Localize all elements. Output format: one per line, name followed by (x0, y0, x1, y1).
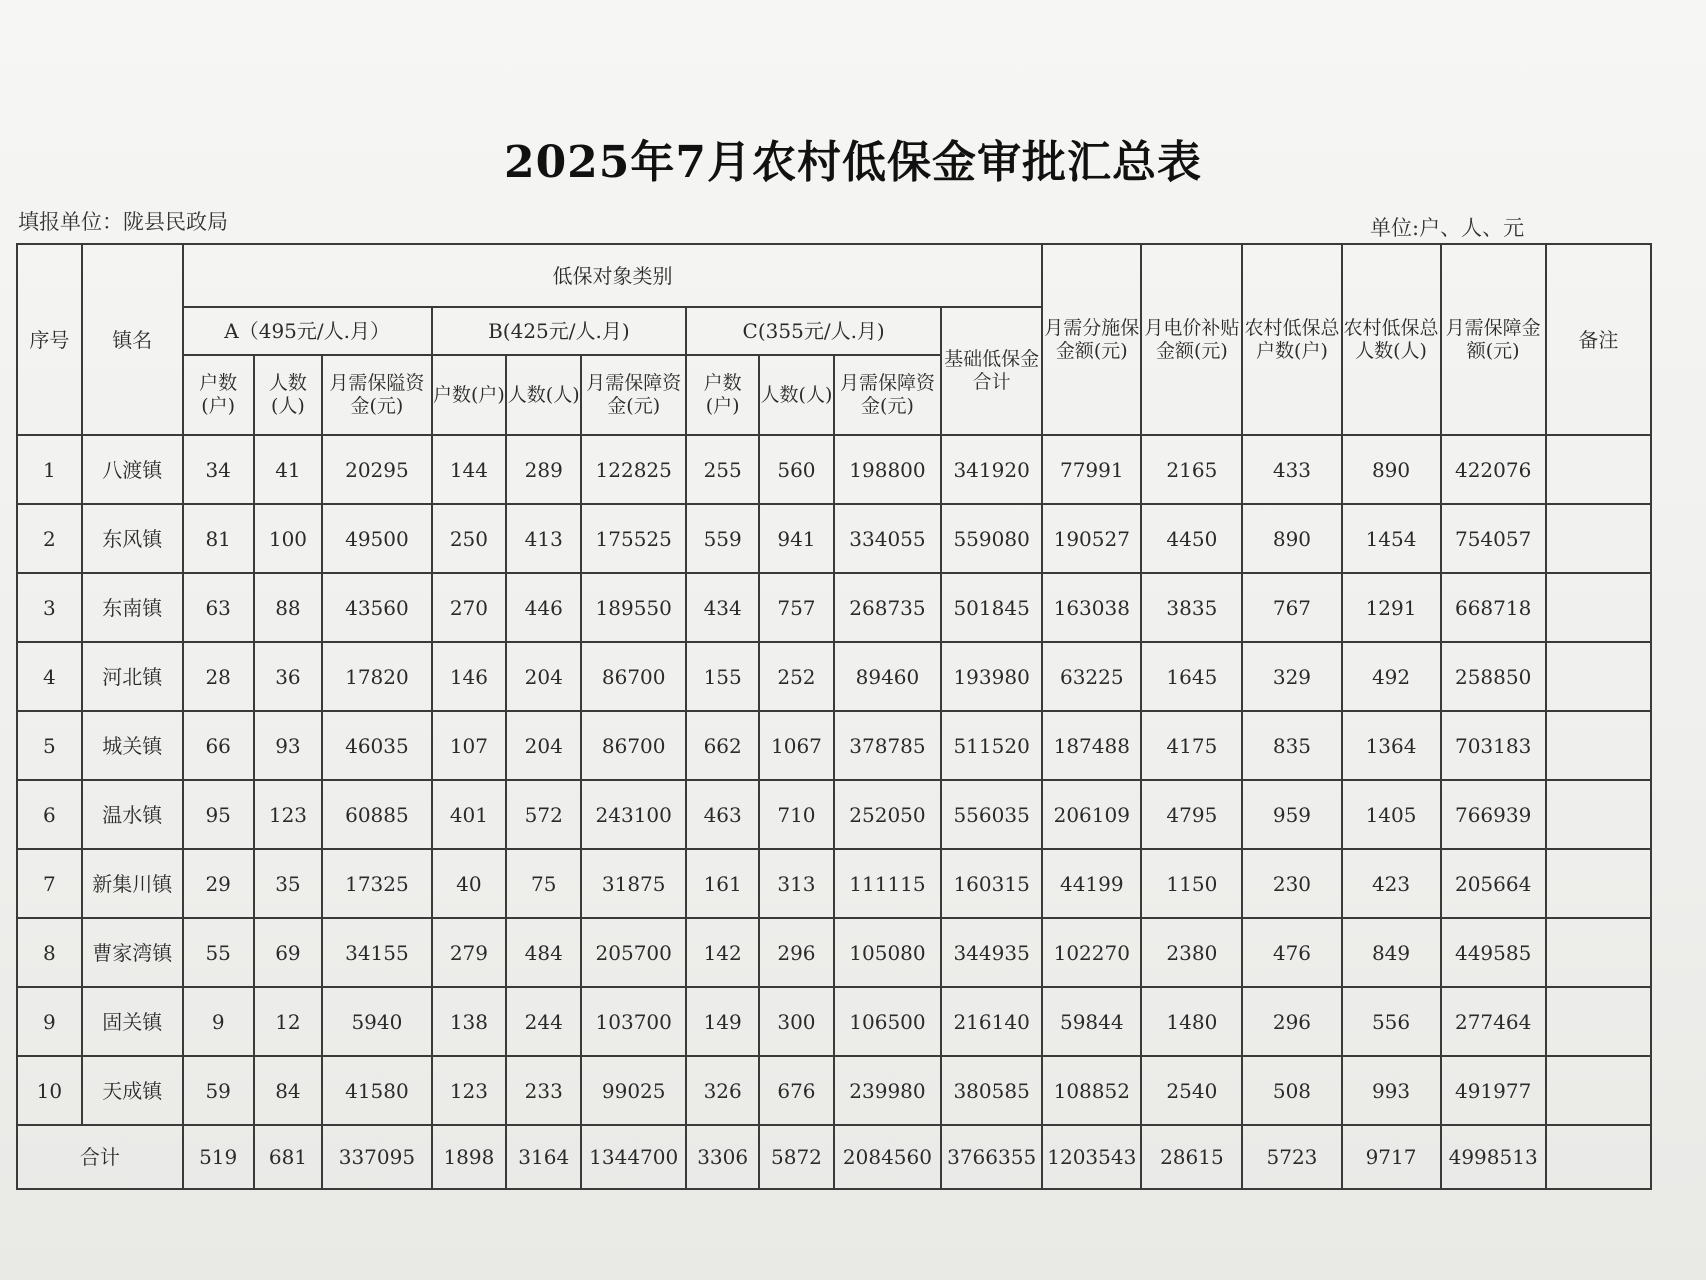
fill-unit-label: 填报单位：陇县民政局 (18, 210, 228, 234)
cell-classified: 102270 (1042, 918, 1141, 987)
header-a-persons: 人数(人) (254, 355, 323, 435)
total-b-hh: 1898 (432, 1125, 507, 1189)
cell-b-amt: 175525 (581, 504, 686, 573)
header-classified: 月需分施保金额(元) (1042, 244, 1141, 435)
cell-total-p: 492 (1342, 642, 1441, 711)
header-town: 镇名 (82, 244, 183, 435)
cell-classified: 187488 (1042, 711, 1141, 780)
cell-b-p: 75 (506, 849, 581, 918)
cell-electric: 1645 (1141, 642, 1242, 711)
cell-c-p: 710 (759, 780, 834, 849)
cell-c-p: 676 (759, 1056, 834, 1125)
cell-remark (1546, 435, 1651, 504)
cell-c-amt: 198800 (834, 435, 941, 504)
cell-seq: 10 (17, 1056, 82, 1125)
header-c-persons: 人数(人) (759, 355, 834, 435)
cell-classified: 44199 (1042, 849, 1141, 918)
table-row (17, 573, 1651, 642)
cell-b-amt: 243100 (581, 780, 686, 849)
cell-b-hh: 40 (432, 849, 507, 918)
table-row (17, 918, 1651, 987)
table-row (17, 642, 1651, 711)
cell-town: 河北镇 (82, 642, 183, 711)
cell-b-amt: 103700 (581, 987, 686, 1056)
total-electric: 28615 (1141, 1125, 1242, 1189)
cell-b-amt: 86700 (581, 711, 686, 780)
total-classified: 1203543 (1042, 1125, 1141, 1189)
cell-b-amt: 31875 (581, 849, 686, 918)
cell-seq: 1 (17, 435, 82, 504)
cell-a-p: 100 (254, 504, 323, 573)
cell-total-p: 423 (1342, 849, 1441, 918)
cell-a-p: 41 (254, 435, 323, 504)
cell-a-amt: 5940 (322, 987, 431, 1056)
cell-seq: 4 (17, 642, 82, 711)
cell-remark (1546, 918, 1651, 987)
cell-a-hh: 95 (183, 780, 254, 849)
cell-town: 八渡镇 (82, 435, 183, 504)
total-a-hh: 519 (183, 1125, 254, 1189)
cell-a-hh: 28 (183, 642, 254, 711)
cell-total-p: 1291 (1342, 573, 1441, 642)
cell-c-amt: 106500 (834, 987, 941, 1056)
cell-total-amt: 205664 (1441, 849, 1546, 918)
cell-a-amt: 17820 (322, 642, 431, 711)
cell-a-amt: 46035 (322, 711, 431, 780)
header-group-c: C(355元/人.月) (686, 307, 941, 355)
cell-basic: 216140 (941, 987, 1042, 1056)
cell-total-hh: 433 (1242, 435, 1341, 504)
cell-total-p: 1364 (1342, 711, 1441, 780)
cell-classified: 77991 (1042, 435, 1141, 504)
cell-classified: 206109 (1042, 780, 1141, 849)
total-a-amt: 337095 (322, 1125, 431, 1189)
cell-c-amt: 89460 (834, 642, 941, 711)
cell-c-hh: 662 (686, 711, 759, 780)
cell-a-hh: 63 (183, 573, 254, 642)
header-category: 低保对象类别 (183, 244, 1042, 307)
cell-seq: 2 (17, 504, 82, 573)
cell-basic: 380585 (941, 1056, 1042, 1125)
cell-remark (1546, 849, 1651, 918)
cell-total-p: 1405 (1342, 780, 1441, 849)
cell-c-hh: 326 (686, 1056, 759, 1125)
cell-total-p: 890 (1342, 435, 1441, 504)
cell-b-hh: 123 (432, 1056, 507, 1125)
cell-c-hh: 559 (686, 504, 759, 573)
cell-c-amt: 334055 (834, 504, 941, 573)
table-row (17, 504, 1651, 573)
total-b-amt: 1344700 (581, 1125, 686, 1189)
cell-c-p: 757 (759, 573, 834, 642)
cell-b-p: 204 (506, 711, 581, 780)
cell-b-p: 233 (506, 1056, 581, 1125)
cell-total-amt: 258850 (1441, 642, 1546, 711)
cell-b-amt: 205700 (581, 918, 686, 987)
cell-total-hh: 835 (1242, 711, 1341, 780)
cell-a-p: 36 (254, 642, 323, 711)
cell-c-p: 296 (759, 918, 834, 987)
header-a-households: 户数(户) (183, 355, 254, 435)
cell-c-hh: 142 (686, 918, 759, 987)
cell-seq: 3 (17, 573, 82, 642)
total-label: 合计 (17, 1125, 183, 1189)
cell-total-hh: 329 (1242, 642, 1341, 711)
cell-remark (1546, 642, 1651, 711)
total-total-amt: 4998513 (1441, 1125, 1546, 1189)
cell-b-p: 289 (506, 435, 581, 504)
total-row (17, 1125, 1651, 1189)
cell-electric: 1480 (1141, 987, 1242, 1056)
cell-a-p: 123 (254, 780, 323, 849)
cell-total-amt: 277464 (1441, 987, 1546, 1056)
cell-total-p: 556 (1342, 987, 1441, 1056)
cell-total-hh: 890 (1242, 504, 1341, 573)
header-b-monthly: 月需保障资金(元) (581, 355, 686, 435)
cell-town: 曹家湾镇 (82, 918, 183, 987)
cell-electric: 4175 (1141, 711, 1242, 780)
cell-c-hh: 434 (686, 573, 759, 642)
total-c-hh: 3306 (686, 1125, 759, 1189)
cell-total-hh: 959 (1242, 780, 1341, 849)
cell-b-hh: 146 (432, 642, 507, 711)
cell-remark (1546, 1056, 1651, 1125)
cell-c-hh: 149 (686, 987, 759, 1056)
cell-c-p: 252 (759, 642, 834, 711)
cell-b-amt: 122825 (581, 435, 686, 504)
header-b-households: 户数(户) (432, 355, 507, 435)
cell-electric: 4795 (1141, 780, 1242, 849)
cell-remark (1546, 504, 1651, 573)
total-total-hh: 5723 (1242, 1125, 1341, 1189)
cell-a-p: 12 (254, 987, 323, 1056)
cell-a-p: 69 (254, 918, 323, 987)
cell-seq: 9 (17, 987, 82, 1056)
cell-electric: 4450 (1141, 504, 1242, 573)
cell-town: 天成镇 (82, 1056, 183, 1125)
cell-seq: 6 (17, 780, 82, 849)
cell-a-amt: 49500 (322, 504, 431, 573)
cell-seq: 7 (17, 849, 82, 918)
header-group-b: B(425元/人.月) (432, 307, 687, 355)
cell-c-amt: 111115 (834, 849, 941, 918)
cell-a-hh: 55 (183, 918, 254, 987)
cell-c-p: 560 (759, 435, 834, 504)
cell-electric: 2380 (1141, 918, 1242, 987)
cell-total-p: 849 (1342, 918, 1441, 987)
cell-basic: 501845 (941, 573, 1042, 642)
table-row (17, 780, 1651, 849)
cell-a-amt: 43560 (322, 573, 431, 642)
cell-total-amt: 449585 (1441, 918, 1546, 987)
table-row (17, 1056, 1651, 1125)
cell-remark (1546, 711, 1651, 780)
cell-a-p: 93 (254, 711, 323, 780)
cell-c-amt: 239980 (834, 1056, 941, 1125)
cell-classified: 108852 (1042, 1056, 1141, 1125)
cell-b-hh: 138 (432, 987, 507, 1056)
cell-total-hh: 508 (1242, 1056, 1341, 1125)
cell-b-hh: 144 (432, 435, 507, 504)
cell-a-amt: 17325 (322, 849, 431, 918)
cell-town: 东风镇 (82, 504, 183, 573)
header-rural-persons: 农村低保总人数(人) (1342, 244, 1441, 435)
cell-basic: 160315 (941, 849, 1042, 918)
header-group-a: A（495元/人.月） (183, 307, 432, 355)
cell-total-amt: 668718 (1441, 573, 1546, 642)
total-basic: 3766355 (941, 1125, 1042, 1189)
cell-a-hh: 59 (183, 1056, 254, 1125)
cell-a-p: 84 (254, 1056, 323, 1125)
cell-town: 固关镇 (82, 987, 183, 1056)
cell-b-p: 572 (506, 780, 581, 849)
header-a-monthly: 月需保隘资金(元) (322, 355, 431, 435)
cell-total-amt: 491977 (1441, 1056, 1546, 1125)
cell-b-hh: 107 (432, 711, 507, 780)
cell-total-amt: 422076 (1441, 435, 1546, 504)
cell-total-hh: 230 (1242, 849, 1341, 918)
cell-a-amt: 34155 (322, 918, 431, 987)
cell-a-p: 35 (254, 849, 323, 918)
cell-basic: 193980 (941, 642, 1042, 711)
cell-c-amt: 105080 (834, 918, 941, 987)
cell-total-hh: 476 (1242, 918, 1341, 987)
cell-b-hh: 401 (432, 780, 507, 849)
cell-c-hh: 255 (686, 435, 759, 504)
total-b-p: 3164 (506, 1125, 581, 1189)
cell-electric: 2540 (1141, 1056, 1242, 1125)
cell-total-amt: 703183 (1441, 711, 1546, 780)
cell-b-p: 446 (506, 573, 581, 642)
total-remark (1546, 1125, 1651, 1189)
cell-total-hh: 767 (1242, 573, 1341, 642)
cell-c-p: 313 (759, 849, 834, 918)
table-row (17, 711, 1651, 780)
unit-label: 单位:户、人、元 (1370, 216, 1525, 240)
cell-electric: 1150 (1141, 849, 1242, 918)
cell-c-hh: 161 (686, 849, 759, 918)
header-rural-households: 农村低保总户数(户) (1242, 244, 1341, 435)
cell-a-hh: 81 (183, 504, 254, 573)
cell-classified: 163038 (1042, 573, 1141, 642)
cell-a-hh: 66 (183, 711, 254, 780)
cell-a-amt: 41580 (322, 1056, 431, 1125)
cell-classified: 59844 (1042, 987, 1141, 1056)
total-c-amt: 2084560 (834, 1125, 941, 1189)
cell-b-p: 413 (506, 504, 581, 573)
cell-total-amt: 754057 (1441, 504, 1546, 573)
cell-town: 城关镇 (82, 711, 183, 780)
cell-a-amt: 20295 (322, 435, 431, 504)
cell-electric: 2165 (1141, 435, 1242, 504)
cell-c-p: 300 (759, 987, 834, 1056)
approval-summary-table (16, 243, 1652, 1190)
cell-b-hh: 270 (432, 573, 507, 642)
header-seq: 序号 (17, 244, 82, 435)
table-row (17, 849, 1651, 918)
cell-seq: 5 (17, 711, 82, 780)
cell-seq: 8 (17, 918, 82, 987)
cell-b-hh: 279 (432, 918, 507, 987)
cell-classified: 63225 (1042, 642, 1141, 711)
cell-total-p: 993 (1342, 1056, 1441, 1125)
cell-town: 新集川镇 (82, 849, 183, 918)
cell-b-amt: 86700 (581, 642, 686, 711)
cell-total-p: 1454 (1342, 504, 1441, 573)
cell-remark (1546, 780, 1651, 849)
cell-c-hh: 155 (686, 642, 759, 711)
cell-c-p: 941 (759, 504, 834, 573)
cell-town: 温水镇 (82, 780, 183, 849)
total-a-p: 681 (254, 1125, 323, 1189)
cell-remark (1546, 987, 1651, 1056)
header-c-monthly: 月需保障资金(元) (834, 355, 941, 435)
cell-a-hh: 34 (183, 435, 254, 504)
header-basic-total: 基础低保金合计 (941, 307, 1042, 435)
total-c-p: 5872 (759, 1125, 834, 1189)
cell-basic: 511520 (941, 711, 1042, 780)
cell-town: 东南镇 (82, 573, 183, 642)
cell-remark (1546, 573, 1651, 642)
total-total-p: 9717 (1342, 1125, 1441, 1189)
header-b-persons: 人数(人) (506, 355, 581, 435)
header-c-households: 户数(户) (686, 355, 759, 435)
cell-basic: 344935 (941, 918, 1042, 987)
cell-basic: 559080 (941, 504, 1042, 573)
cell-c-p: 1067 (759, 711, 834, 780)
cell-a-hh: 29 (183, 849, 254, 918)
cell-b-p: 204 (506, 642, 581, 711)
header-remarks: 备注 (1546, 244, 1651, 435)
cell-b-amt: 189550 (581, 573, 686, 642)
cell-total-hh: 296 (1242, 987, 1341, 1056)
document-title: 2025年7月农村低保金审批汇总表 (503, 137, 1203, 188)
cell-c-hh: 463 (686, 780, 759, 849)
cell-basic: 556035 (941, 780, 1042, 849)
cell-c-amt: 378785 (834, 711, 941, 780)
cell-classified: 190527 (1042, 504, 1141, 573)
cell-total-amt: 766939 (1441, 780, 1546, 849)
cell-b-amt: 99025 (581, 1056, 686, 1125)
cell-a-p: 88 (254, 573, 323, 642)
cell-b-p: 244 (506, 987, 581, 1056)
header-monthly-total: 月需保障金额(元) (1441, 244, 1546, 435)
cell-c-amt: 252050 (834, 780, 941, 849)
cell-b-p: 484 (506, 918, 581, 987)
cell-c-amt: 268735 (834, 573, 941, 642)
cell-a-hh: 9 (183, 987, 254, 1056)
table-row (17, 987, 1651, 1056)
header-electric: 月电价补贴金额(元) (1141, 244, 1242, 435)
cell-a-amt: 60885 (322, 780, 431, 849)
table-row (17, 435, 1651, 504)
cell-basic: 341920 (941, 435, 1042, 504)
cell-electric: 3835 (1141, 573, 1242, 642)
cell-b-hh: 250 (432, 504, 507, 573)
